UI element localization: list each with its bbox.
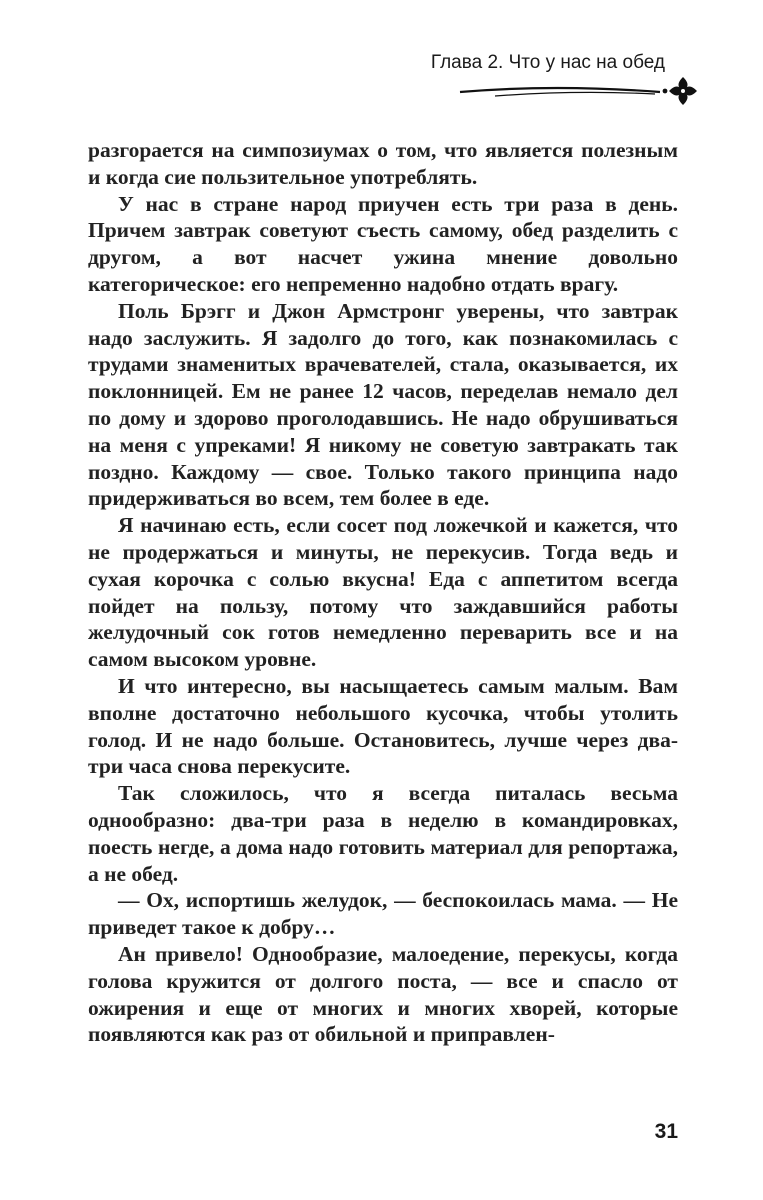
paragraph: Я начинаю есть, если сосет под ложечкой и кажется, что не продержаться и минуты, не перекусив. Тогда ведь и сухая корочка с солью вкусна! Еда с аппетитом всегда пойдет на пользу, потому что заждавшийся работы желудочный сок готов немедленно переварить все и на самом высоком уровне. xyxy=(88,513,678,672)
paragraph: Ан привело! Однообразие, малоедение, перекусы, когда голова кружится от долгого поста, — все и спасло от ожирения и еще от многих и многих хворей, которые появляются как раз от обильной и приправлен- xyxy=(88,941,678,1047)
paragraph: У нас в стране народ приучен есть три раза в день. Причем завтрак советуют съесть самому, обед разделить с другом, а вот насчет ужина мнение довольно категорическое: его непременно надобно отдать врагу. xyxy=(88,191,678,296)
ornament-flourish-icon xyxy=(455,70,705,110)
page-number: 31 xyxy=(654,1120,678,1143)
paragraph: И что интересно, вы насыщаетесь самым малым. Вам вполне достаточно небольшого кусочка, чтобы утолить голод. И не надо больше. Остановитесь, лучше через два-три часа снова перекусите. xyxy=(88,673,678,779)
paragraph: Так сложилось, что я всегда питалась весьма однообразно: два-три раза в неделю в командировках, поесть негде, а дома надо готовить материал для репортажа, а не обед. xyxy=(88,781,678,886)
running-title: Глава 2. Что у нас на обед xyxy=(430,52,665,73)
paragraph: — Ох, испортишь желудок, — беспокоилась мама. — Не приведет такое к добру… xyxy=(88,888,678,940)
paragraph: Поль Брэгг и Джон Армстронг уверены, что завтрак надо заслужить. Я задолго до того, как познакомилась с трудами знаменитых врачевателей, стала, оказывается, их поклонницей. Ем не ранее 12 часов, переделав немало дел по дому и здорово проголодавшись. Не надо обрушиваться на меня с упреками! Я никому не советую завтракать так поздно. Каждому — свое. Только такого принципа надо придерживаться во всем, тем более в еде. xyxy=(88,298,678,511)
body-text xyxy=(88,137,678,1048)
paragraph: разгорается на симпозиумах о том, что является полезным и когда сие пользительное употреблять. xyxy=(88,138,678,189)
